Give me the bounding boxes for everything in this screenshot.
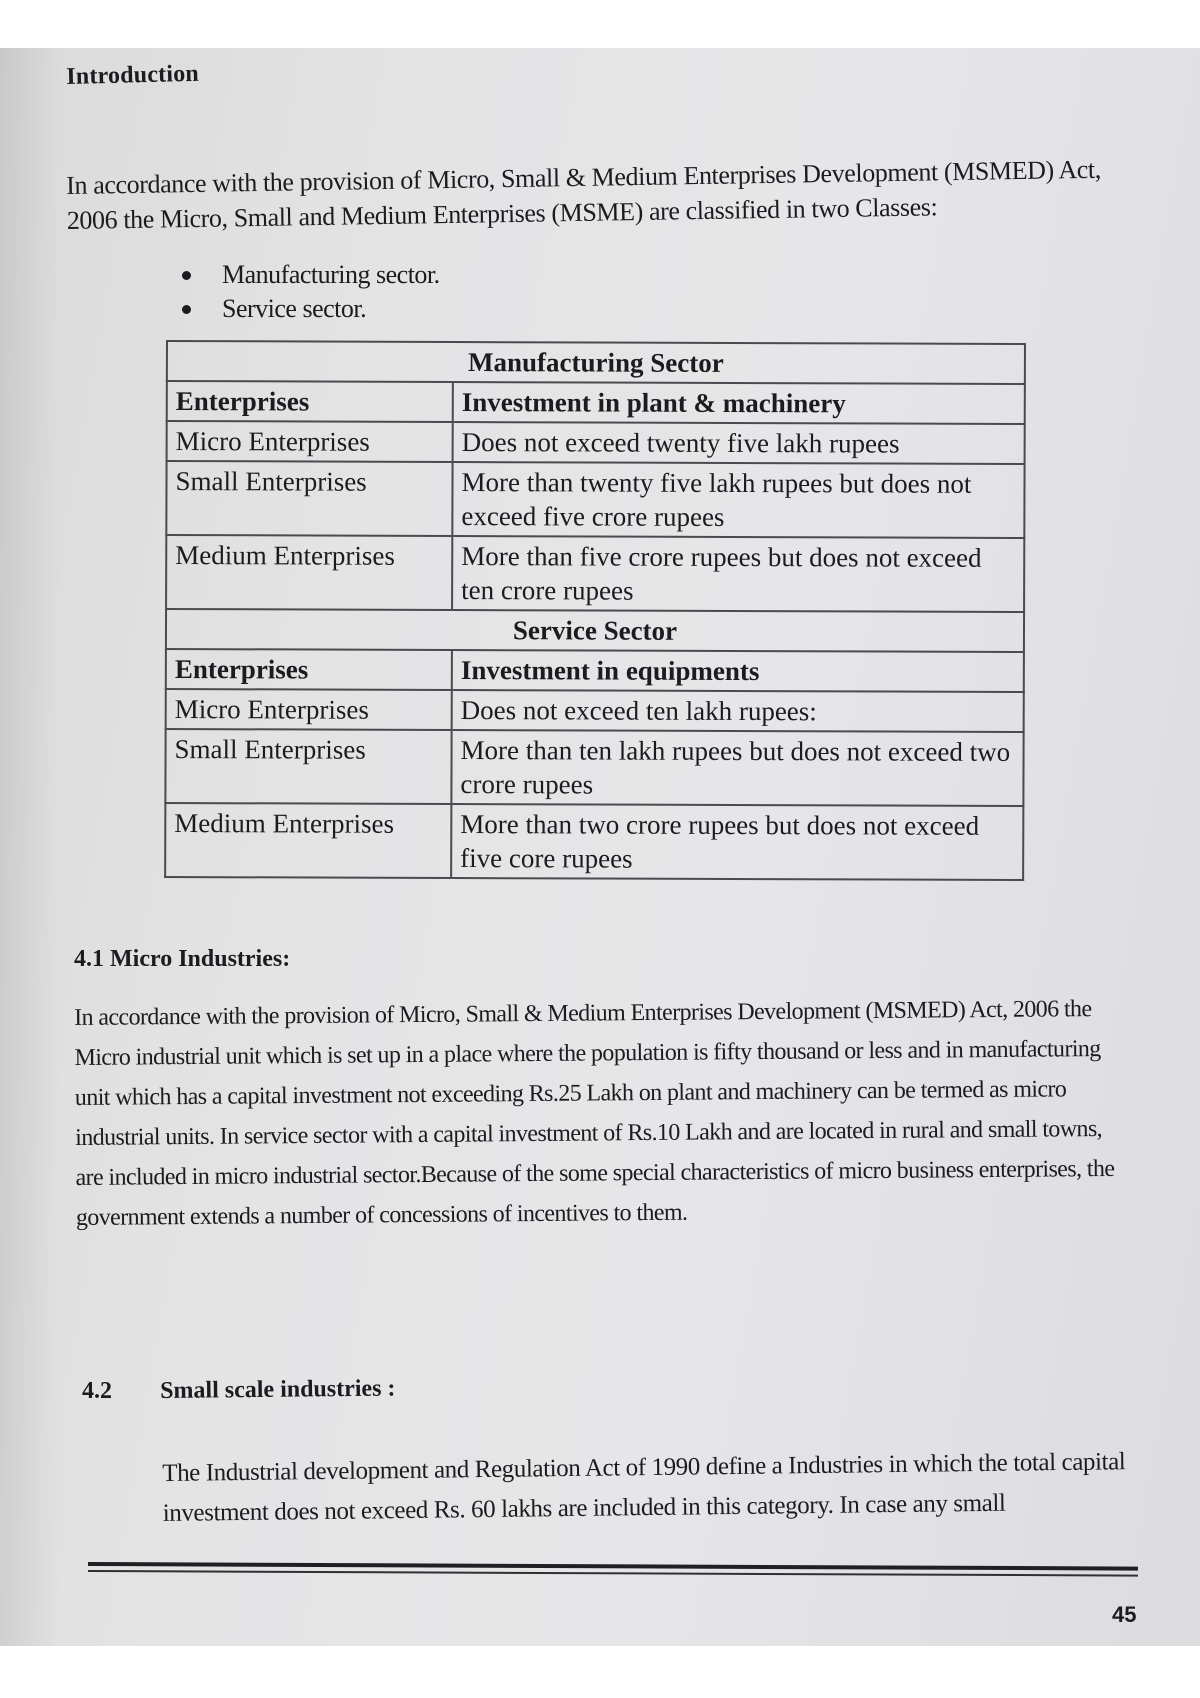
- investment-cell: More than twenty five lakh rupees but does not exceed five crore rupees: [452, 462, 1024, 538]
- table-row: [167, 341, 1025, 384]
- investment-cell: Does not exceed ten lakh rupees:: [452, 690, 1024, 732]
- enterprise-cell: Micro Enterprises: [166, 689, 452, 730]
- footer-rule: [88, 1562, 1138, 1571]
- table-row: [167, 421, 1025, 464]
- enterprise-cell: Medium Enterprises: [166, 535, 452, 610]
- table-row: [167, 381, 1025, 424]
- running-head: Introduction: [66, 60, 200, 90]
- table-row: [166, 609, 1024, 652]
- manufacturing-sector-title: Manufacturing Sector: [167, 341, 1025, 384]
- table-row: [166, 689, 1024, 732]
- table-row: [165, 729, 1023, 806]
- section-4-2-paragraph: The Industrial development and Regulation Act of 1990 define a Industries in which the total capital investment does not exceed Rs. 60 lakhs are included in this category. In case any small: [162, 1448, 1126, 1527]
- investment-cell: More than two crore rupees but does not exceed five core rupees: [451, 804, 1023, 880]
- enterprise-cell: Micro Enterprises: [167, 421, 453, 462]
- investment-cell: More than ten lakh rupees but does not exceed two crore rupees: [451, 730, 1023, 806]
- classification-table: [164, 340, 1026, 881]
- column-header-investment: Investment in plant & machinery: [453, 382, 1025, 424]
- investment-cell: Does not exceed twenty five lakh rupees: [453, 422, 1025, 464]
- section-4-1-paragraph: In accordance with the provision of Micro, Small & Medium Enterprises Development (MSMED) Act, 2006 the Micro industrial unit which is set up in a place where the population is fifty thousand or less and in manufacturing unit which has a capital investment not exceeding Rs.25 Lakh on plant and machinery can be termed as micro industrial units. In service sector with a capital investment of Rs.10 Lakh and are located in rural and small towns, are included in micro industrial sector.Because of the some special characteristics of micro business enterprises, the government extends a number of concessions of incentives to them.: [74, 996, 1115, 1231]
- enterprise-cell: Medium Enterprises: [165, 803, 451, 878]
- page-shadow: [0, 48, 60, 1646]
- column-header-enterprises: Enterprises: [167, 381, 453, 422]
- table-row: [166, 461, 1024, 538]
- table-row: [165, 803, 1023, 880]
- footer-rule-thin: [88, 1570, 1138, 1577]
- enterprise-cell: Small Enterprises: [165, 729, 451, 804]
- list-item: Manufacturing sector.: [182, 258, 440, 292]
- section-4-1-heading: 4.1 Micro Industries:: [74, 946, 291, 972]
- list-item: Service sector.: [182, 292, 440, 326]
- investment-cell: More than five crore rupees but does not exceed ten crore rupees: [452, 536, 1024, 612]
- classification-table-wrapper: [164, 340, 1026, 881]
- page-number: 45: [1112, 1602, 1137, 1627]
- enterprise-cell: Small Enterprises: [166, 461, 452, 536]
- service-sector-title: Service Sector: [166, 609, 1024, 652]
- table-row: [166, 535, 1024, 612]
- table-row: [166, 649, 1024, 692]
- intro-paragraph: In accordance with the provision of Micro, Small & Medium Enterprises Development (MSMED) Act, 2006 the Micro, Small and Medium Enterprises (MSME) are classified in two Classes:: [66, 154, 1102, 235]
- section-4-2-number: 4.2: [82, 1378, 112, 1404]
- section-4-2-title: Small scale industries :: [160, 1375, 396, 1404]
- classification-list: [182, 258, 440, 326]
- column-header-investment: Investment in equipments: [452, 650, 1024, 692]
- book-page: [0, 48, 1200, 1646]
- column-header-enterprises: Enterprises: [166, 649, 452, 690]
